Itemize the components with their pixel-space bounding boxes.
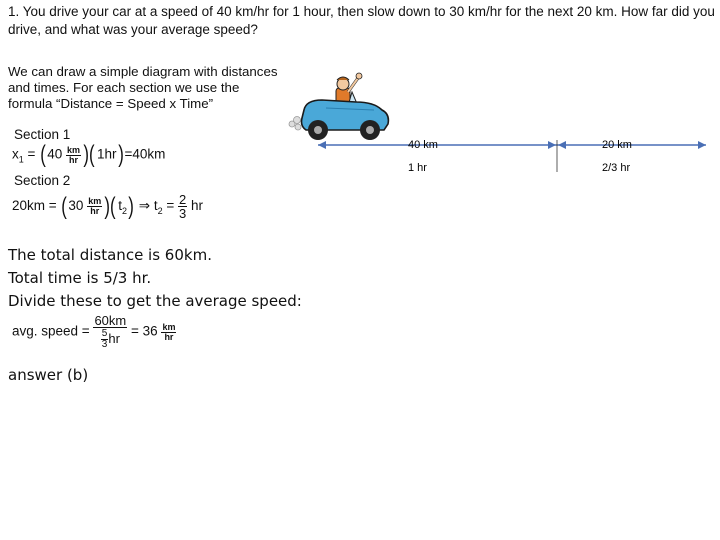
question-text: 1. You drive your car at a speed of 40 km/hr for 1 hour, then slow down to 30 km/hr for the next 20 km. How far did you drive, and what was your average speed? [8, 4, 715, 37]
avg-label: avg. speed = [12, 323, 90, 339]
distance-timeline [312, 134, 712, 174]
section2-equation: 20km = (30 $\frac{km}{hr}$ )( $t_2$) ⇒ $t_2$ = $\frac{2}{3}$ hr [12, 192, 204, 221]
section1-speed: 40 [47, 146, 63, 162]
section1-equation: $x_1 = (40$ $\frac{km}{hr}$ )( 1hr)=40km [12, 141, 166, 168]
section1-title: Section 1 [14, 127, 71, 142]
section1-lhs: x [12, 146, 19, 162]
arrow-mid-left-icon [548, 141, 556, 149]
seg1-distance-label: 40 km [408, 139, 438, 151]
section1-time: 1hr [96, 146, 117, 162]
seg2-distance-label: 20 km [602, 139, 632, 151]
section2-speed: 30 [68, 198, 84, 214]
section2-arrow: ⇒ t [138, 198, 158, 214]
arrow-right-icon [698, 141, 706, 149]
total-time-line: Total time is 5/3 hr. [8, 269, 152, 287]
section1-result: =40km [124, 146, 166, 162]
section2-lhs: 20km = [12, 198, 57, 214]
section1-unit: $\frac{km}{hr}$ [66, 144, 80, 165]
total-distance-line: The total distance is 60km. [8, 246, 212, 264]
avg-speed-equation [12, 314, 176, 350]
section1-subscript: 1 [18, 154, 24, 165]
avg-unit: $\frac{km}{hr}$ [162, 321, 176, 342]
total-summary [8, 244, 302, 313]
intro-text: We can draw a simple diagram with distances and times. For each section we use the formula “Distance = Speed x Time” [8, 64, 278, 111]
answer-text: answer (b) [8, 366, 89, 384]
car-illustration [286, 70, 396, 142]
seg1-time-label: 1 hr [408, 162, 427, 174]
section2-frac-unit: hr [191, 198, 204, 214]
section2-title: Section 2 [14, 173, 71, 188]
section2-fraction: $\frac{2}{3}$ [179, 192, 187, 221]
section2-unit: $\frac{km}{hr}$ [88, 196, 102, 216]
avg-result: = 36 [131, 323, 158, 339]
divide-instruction-line: Divide these to get the average speed: [8, 292, 302, 310]
arrow-left-icon [318, 141, 326, 149]
seg2-time-label: 2/3 hr [602, 162, 631, 174]
arrow-mid-right-icon [558, 141, 566, 149]
avg-fraction: 60km $\frac{5}{3}$ hr [94, 313, 127, 350]
